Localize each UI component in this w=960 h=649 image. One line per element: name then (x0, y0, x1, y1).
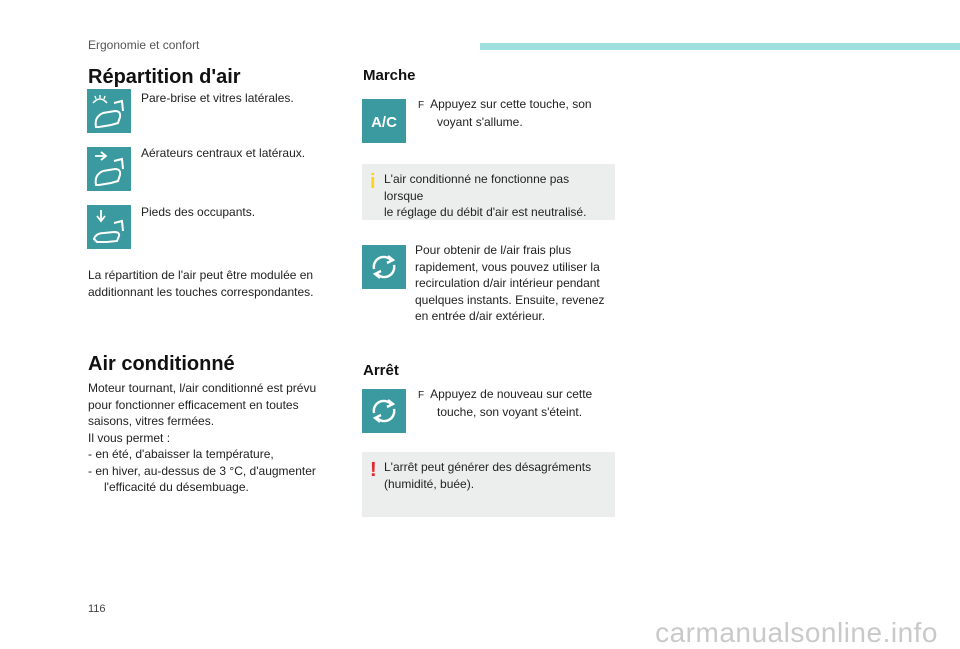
arret-step-line: touche, son voyant s'éteint. (437, 405, 583, 419)
marche-step (418, 96, 608, 131)
ac-desc-line: Moteur tournant, l/air conditionné est prévu (88, 381, 317, 395)
recirc-line: en entrée d/air extérieur. (415, 309, 546, 323)
ac-label-icon (362, 99, 406, 143)
info-note-text (384, 171, 609, 221)
recirculation-icon (362, 389, 406, 433)
windshield-airflow-button[interactable] (87, 89, 131, 133)
repartition-item-feet: Pieds des occupants. (141, 205, 256, 219)
warning-note-line: L'arrêt peut générer des désagréments (384, 460, 592, 474)
info-note (362, 164, 615, 220)
windshield-airflow-icon (87, 89, 131, 133)
watermark: carmanualsonline.info (655, 617, 938, 648)
vent-airflow-icon (87, 147, 131, 191)
recirc-line: Pour obtenir de l/air frais plus (415, 243, 572, 257)
ac-desc-line: pour fonctionner efficacement en toutes (88, 397, 299, 412)
repartition-note-line: additionnant les touches correspondantes. (88, 284, 314, 299)
ac-description (88, 380, 348, 496)
arret-title: Arrêt (363, 362, 399, 379)
ac-button-label: A/C (371, 114, 397, 131)
arret-step (418, 386, 613, 421)
repartition-item-windshield: Pare-brise et vitres latérales. (141, 91, 294, 105)
ac-desc-line: saisons, vitres fermées. (88, 414, 215, 428)
ac-list-item-cont: l'efficacité du désembuage. (104, 480, 249, 494)
recirc-line: recirculation d/air intérieur pendant (415, 276, 600, 290)
recirc-line: rapidement, vous pouvez utiliser la (415, 259, 600, 274)
recirculation-text (415, 242, 615, 325)
recirc-line: quelques instants. Ensuite, revenez (415, 292, 605, 307)
marche-title: Marche (363, 67, 416, 84)
vent-airflow-button[interactable] (87, 147, 131, 191)
recirculation-button[interactable] (362, 245, 406, 289)
recirculation-icon (362, 245, 406, 289)
header-section-title: Ergonomie et confort (88, 38, 200, 52)
info-note-line: le réglage du débit d'air est neutralisé. (384, 205, 587, 219)
arrow-bullet-icon: F (418, 100, 425, 111)
header-accent-bar (480, 43, 960, 50)
warning-note-text (384, 459, 609, 492)
arret-step-line: F Appuyez de nouveau sur cette (418, 387, 593, 401)
ac-list-item: - en hiver, au-dessus de 3 °C, d'augmenter (88, 463, 316, 478)
ac-desc-line: Il vous permet : (88, 430, 171, 445)
repartition-title: Répartition d'air (88, 66, 241, 88)
ac-list-item: - en été, d'abaisser la température, (88, 447, 274, 461)
ac-button[interactable] (362, 99, 406, 143)
warning-note-line: (humidité, buée). (384, 476, 475, 491)
repartition-item-vents: Aérateurs centraux et latéraux. (141, 146, 306, 160)
info-icon: i (370, 171, 376, 193)
warning-icon: ! (370, 459, 377, 481)
info-note-line: L'air conditionné ne fonctionne pas lorsque (384, 172, 570, 203)
ac-title: Air conditionné (88, 353, 235, 375)
repartition-note (88, 267, 348, 300)
repartition-note-line: La répartition de l'air peut être modulée en (88, 268, 314, 282)
feet-airflow-button[interactable] (87, 205, 131, 249)
marche-step-line: F Appuyez sur cette touche, son (418, 97, 592, 111)
page-number: 116 (88, 603, 106, 615)
warning-note (362, 452, 615, 517)
feet-airflow-icon (87, 205, 131, 249)
ac-off-button[interactable] (362, 389, 406, 433)
marche-step-line: voyant s'allume. (437, 115, 523, 129)
arrow-bullet-icon: F (418, 390, 425, 401)
